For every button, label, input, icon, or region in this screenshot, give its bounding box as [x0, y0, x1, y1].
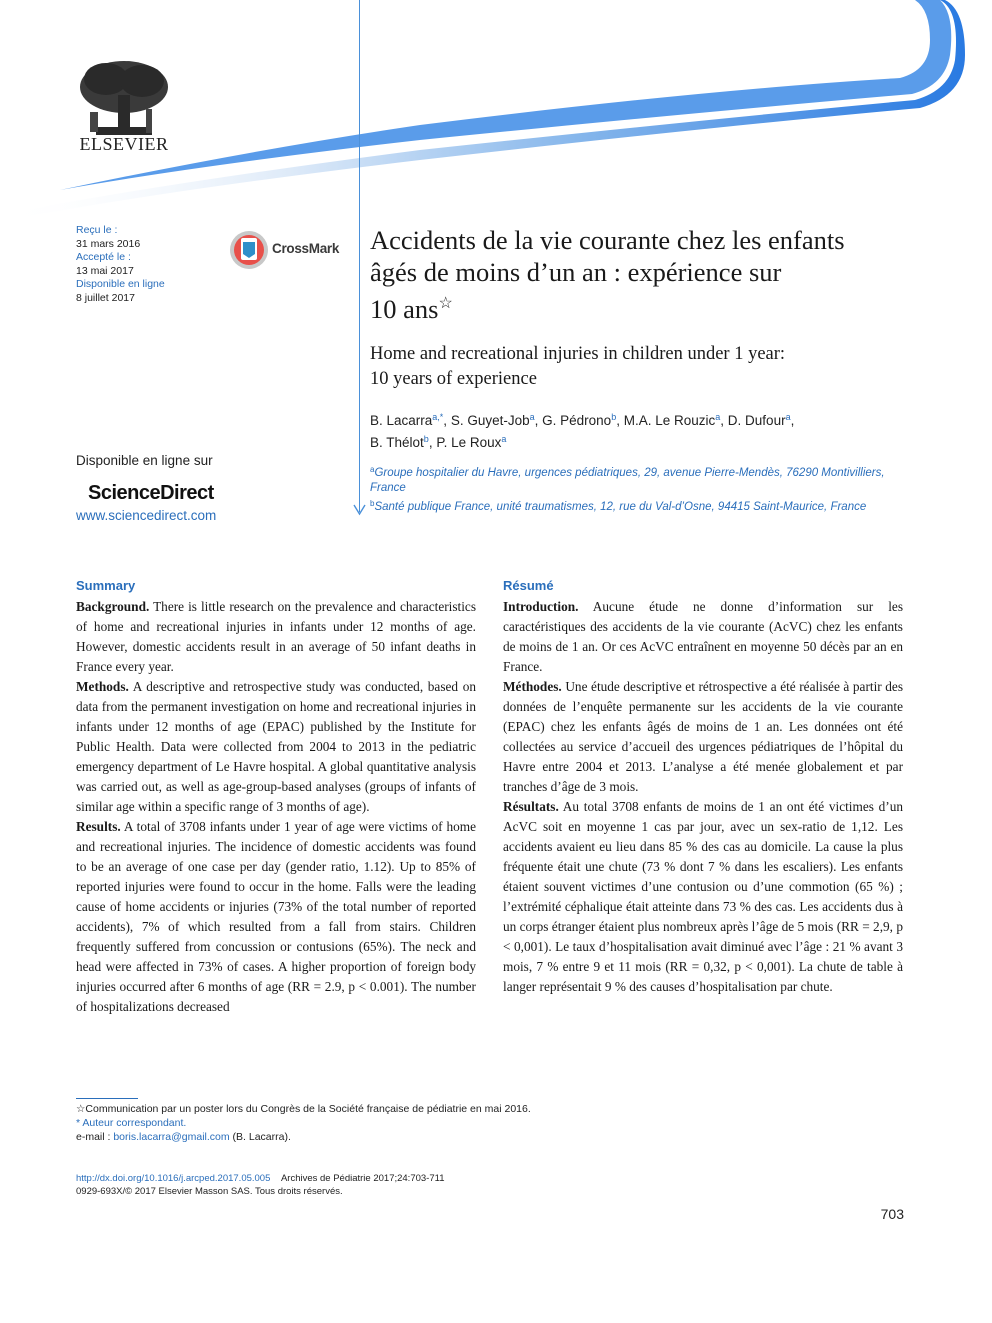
summary-background: Background. There is little research on the prevalence and characteristics of home and recreational injuries in infants under 12 months of age. However, domestic accidents result in an average of 50 infant deaths in France every year.	[76, 599, 476, 674]
affiliation-a: $^a$Groupe hospitalier du Havre, urgences pédiatriques, 29, avenue Pierre-Mendès, 76290 Montivilliers, France	[370, 465, 885, 494]
author-list: B. Lacarra$^{a,*}$, S. Guyet-Job$^a$, G. Pédrono$^b$, M.A. Le Rouzic$^a$, D. Dufour$^a$, B. Thélot$^b$, P. Le Roux$^a$	[370, 412, 795, 450]
author-affil[interactable]: a	[715, 412, 721, 422]
affiliation-b: $^b$Santé publique France, unité traumatismes, 12, rue du Val-d’Osne, 94415 Saint-Maurice, France	[370, 499, 867, 513]
received-date: 31 mars 2016	[76, 237, 141, 250]
author-name: P. Le Roux	[436, 435, 502, 450]
author-affil[interactable]: a	[785, 412, 791, 422]
footer-citation	[76, 1172, 444, 1198]
resume-methodes: Méthodes. Une étude descriptive et rétrospective a été réalisée à partir des données de l’enquête permanente sur les accidents de la vie courante (EPAC) chez les enfants âgés de moins de 1 an. Les données ont été collectées au service d’accueil des urgences pédiatriques de l’hôpital du Havre entre 2004 et 2013. L’analyse a été menée globalement et par tranches d’âge de 3 mois.	[503, 679, 903, 794]
footnote-corresponding: * Auteur correspondant.	[76, 1117, 187, 1129]
footnote-rule	[76, 1098, 138, 1099]
title-line-1: Accidents de la vie courante chez les enfants	[370, 225, 845, 255]
online-date: 8 juillet 2017	[76, 291, 135, 304]
author-name: M.A. Le Rouzic	[623, 413, 716, 428]
received-label: Reçu le :	[76, 224, 118, 236]
article-history	[76, 224, 165, 305]
doi-link[interactable]: http://dx.doi.org/10.1016/j.arcped.2017.05.005	[76, 1173, 271, 1184]
online-label: Disponible en ligne	[76, 278, 165, 290]
author-name: D. Dufour	[727, 413, 786, 428]
sciencedirect-logo[interactable]: ScienceDirect	[88, 482, 214, 504]
summary-column	[76, 577, 476, 1017]
accepted-date: 13 mai 2017	[76, 264, 134, 277]
footnote-star: ☆Communication par un poster lors du Congrès de la Société française de pédiatrie en mai 2016.	[76, 1103, 531, 1115]
summary-results: Results. A total of 3708 infants under 1 year of age were victims of home and recreational injuries. The incidence of domestic accidents was found to be an average of one case per day (gender ratio, 1.12). Up to 85% of reported injuries were found to occur in the home. Falls were the leading cause of home accidents or injuries (73% of the total number of reported accidents), 7% of which resulted from a fall from stairs. Children frequently suffered from concussion or contusions (65%). The neck and head were affected in 73% of cases. A higher proportion of foreign body injuries occurred after 6 months of age (RR = 2.9, p < 0.001). The number of hospitalizations decreased	[76, 819, 477, 1014]
divider-line	[359, 0, 360, 512]
resume-heading: Résumé	[503, 578, 554, 593]
subtitle-line-1: Home and recreational injuries in children under 1 year:	[370, 344, 786, 364]
section-label: Mémoire original	[783, 46, 904, 63]
author-affil[interactable]: b	[611, 412, 617, 422]
publisher-wordmark: ELSEVIER	[79, 134, 169, 154]
availability-label: Disponible en ligne sur	[76, 453, 213, 468]
resume-column	[503, 577, 903, 997]
author-name: G. Pédrono	[542, 413, 612, 428]
resume-resultats: Résultats. Au total 3708 enfants de moins de 1 an ont été victimes d’un AcVC soit en moyenne 1 cas par jour, avec un sex-ratio de 1,12. Les accidents avaient eu lieu dans 85 % des cas au domicile. La cause la plus fréquente était une chute (73 % dont 7 % dans les escaliers). Les enfants étaient souvent victimes d’une contusion ou d’une commotion (65 %) ; l’extrémité céphalique était atteinte dans 73 % des cas. Les accidents dus à un corps étranger étaient plus nombreux après l’âge de 5 mois (RR = 2,9, p < 0,001). Le taux d’hospitalisation avait diminué avec l’âge : 21 % avant 3 mois, 7 % entre 9 et 11 mois (RR = 0,32, p < 0,001). La chute de table à langer représentait 9 % des causes d’hospitalisation par chute.	[503, 799, 904, 994]
author-affil[interactable]: b	[423, 434, 429, 444]
page-number: 703	[880, 1206, 904, 1222]
author-name: S. Guyet-Job	[450, 413, 530, 428]
email-link[interactable]: boris.lacarra@gmail.com	[113, 1131, 230, 1143]
copyright: 0929-693X/© 2017 Elsevier Masson SAS. Tous droits réservés.	[76, 1186, 343, 1197]
arrow-down-icon	[353, 504, 366, 516]
author-affil[interactable]: a	[529, 412, 535, 422]
author-name: B. Lacarra	[370, 413, 433, 428]
journal-ref: Archives de Pédiatrie 2017;24:703-711	[280, 1173, 445, 1184]
author-affil[interactable]: a	[501, 434, 507, 444]
title-footnote-mark[interactable]: ☆	[438, 295, 453, 312]
summary-heading: Summary	[76, 578, 136, 593]
author-affil[interactable]: a,*	[432, 412, 444, 422]
title-line-3: 10 ans	[370, 294, 439, 324]
summary-methods: Methods. A descriptive and retrospective study was conducted, based on data from the permanent investigation on home and recreational injuries in infants under 12 months of age (EPAC) published by the Institute for Public Health. Data were collected from 2004 to 2013 in the pediatric emergency department of Le Havre hospital. A global quantitative analysis was carried out, as well as age-group-based analyses (groups of infants of similar age within a specific range of 3 months of age).	[76, 679, 477, 814]
resume-introduction: Introduction. Aucune étude ne donne d’information sur les caractéristiques des accidents de la vie courante (AcVC) chez les enfants de moins de 1 an. Or ces AcVC entraînent en moyenne 50 décès par an en France.	[503, 599, 904, 674]
article-title	[370, 224, 920, 325]
article-subtitle	[370, 342, 890, 392]
footnote-email: e-mail : boris.lacarra@gmail.com (B. Lacarra).	[76, 1131, 291, 1143]
affiliations	[370, 462, 910, 515]
footnotes	[76, 1102, 531, 1144]
sciencedirect-link[interactable]: www.sciencedirect.com	[76, 508, 217, 523]
author-name: B. Thélot	[370, 435, 424, 450]
subtitle-line-2: 10 years of experience	[370, 369, 537, 389]
accepted-label: Accepté le :	[76, 251, 131, 263]
title-line-2: âgés de moins d’un an : expérience sur	[370, 257, 782, 287]
crossmark-label[interactable]: CrossMark	[272, 241, 340, 256]
